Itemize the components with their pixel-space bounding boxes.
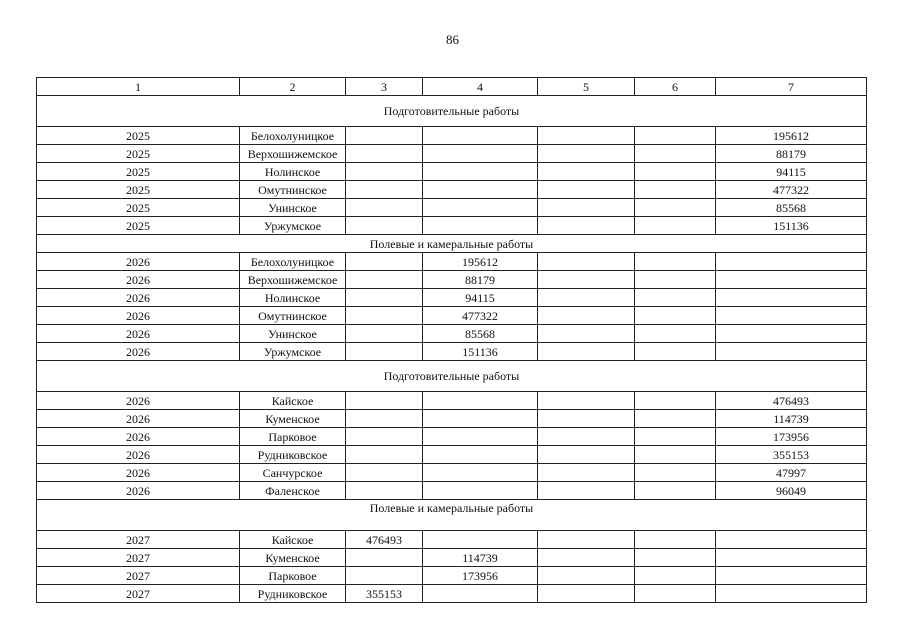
- table-cell: [538, 307, 635, 325]
- table-cell: 355153: [716, 446, 867, 464]
- table-cell: [346, 145, 423, 163]
- table-cell: [346, 271, 423, 289]
- table-cell: 2027: [37, 531, 240, 549]
- table-cell: 94115: [423, 289, 538, 307]
- section-title: Подготовительные работы: [37, 96, 867, 127]
- section-title: Подготовительные работы: [37, 361, 867, 392]
- table-cell: [423, 585, 538, 603]
- table-cell: 47997: [716, 464, 867, 482]
- table-cell: [346, 343, 423, 361]
- section-row: [37, 500, 867, 531]
- table-cell: [635, 307, 716, 325]
- table-cell: Уржумское: [240, 217, 346, 235]
- table-cell: [346, 127, 423, 145]
- table-cell: 477322: [423, 307, 538, 325]
- table-cell: Фаленское: [240, 482, 346, 500]
- table-cell: [423, 217, 538, 235]
- table-cell: [716, 325, 867, 343]
- table-cell: [635, 325, 716, 343]
- table-cell: [635, 271, 716, 289]
- table-cell: Нолинское: [240, 289, 346, 307]
- table-cell: [538, 531, 635, 549]
- table-cell: [423, 482, 538, 500]
- table-row: [37, 127, 867, 145]
- table-cell: [635, 163, 716, 181]
- table-cell: 2027: [37, 585, 240, 603]
- table-row: [37, 289, 867, 307]
- table-cell: [423, 145, 538, 163]
- table-cell: [538, 428, 635, 446]
- table-cell: Омутнинское: [240, 181, 346, 199]
- page-number: 86: [446, 32, 459, 47]
- table-cell: [635, 145, 716, 163]
- table-cell: [538, 199, 635, 217]
- column-header: 6: [635, 78, 716, 96]
- table-row: [37, 217, 867, 235]
- table-cell: [423, 392, 538, 410]
- table-cell: 114739: [716, 410, 867, 428]
- column-header: 3: [346, 78, 423, 96]
- table-row: [37, 482, 867, 500]
- table-cell: Уржумское: [240, 343, 346, 361]
- table-row: [37, 567, 867, 585]
- table-cell: [346, 482, 423, 500]
- table-cell: [635, 410, 716, 428]
- table-cell: 2026: [37, 428, 240, 446]
- table-cell: [716, 307, 867, 325]
- table-cell: [635, 549, 716, 567]
- column-header: 1: [37, 78, 240, 96]
- column-header: 7: [716, 78, 867, 96]
- table-cell: [635, 181, 716, 199]
- table-cell: [538, 271, 635, 289]
- table-cell: [346, 163, 423, 181]
- header-row: [37, 78, 867, 96]
- table-cell: Рудниковское: [240, 446, 346, 464]
- table-cell: 2026: [37, 325, 240, 343]
- table-cell: [538, 392, 635, 410]
- table-row: [37, 410, 867, 428]
- table-cell: 94115: [716, 163, 867, 181]
- table-cell: [346, 199, 423, 217]
- table-cell: [346, 410, 423, 428]
- table-cell: [635, 289, 716, 307]
- table-cell: [635, 253, 716, 271]
- table-cell: [716, 271, 867, 289]
- table-cell: 2025: [37, 127, 240, 145]
- table-cell: [635, 585, 716, 603]
- table-cell: 2026: [37, 446, 240, 464]
- table-cell: [346, 446, 423, 464]
- table-cell: [346, 464, 423, 482]
- table-cell: [635, 531, 716, 549]
- table-cell: [538, 464, 635, 482]
- table-cell: [538, 549, 635, 567]
- table-cell: Кайское: [240, 531, 346, 549]
- table-cell: [423, 163, 538, 181]
- table-cell: [635, 482, 716, 500]
- table-cell: [423, 428, 538, 446]
- table-cell: [635, 217, 716, 235]
- table-cell: 2026: [37, 392, 240, 410]
- table-cell: Нолинское: [240, 163, 346, 181]
- table-cell: 2026: [37, 271, 240, 289]
- column-header: 5: [538, 78, 635, 96]
- table-cell: [635, 567, 716, 585]
- section-title: Полевые и камеральные работы: [37, 235, 867, 253]
- table-cell: [423, 464, 538, 482]
- table-cell: [635, 392, 716, 410]
- section-row: [37, 361, 867, 392]
- table-cell: 2026: [37, 307, 240, 325]
- table-cell: [538, 289, 635, 307]
- table-cell: Верхошижемское: [240, 145, 346, 163]
- table-cell: [716, 289, 867, 307]
- table-cell: 2026: [37, 253, 240, 271]
- table-row: [37, 585, 867, 603]
- table-cell: [346, 289, 423, 307]
- table-cell: [635, 446, 716, 464]
- table-cell: 96049: [716, 482, 867, 500]
- table-cell: [346, 428, 423, 446]
- table-cell: [538, 145, 635, 163]
- table-cell: 2026: [37, 410, 240, 428]
- table-cell: [538, 127, 635, 145]
- table-cell: [346, 325, 423, 343]
- table-cell: 476493: [346, 531, 423, 549]
- table-cell: [716, 567, 867, 585]
- table-cell: Унинское: [240, 199, 346, 217]
- table-cell: [716, 253, 867, 271]
- table-cell: Омутнинское: [240, 307, 346, 325]
- table-row: [37, 253, 867, 271]
- table-cell: 477322: [716, 181, 867, 199]
- table-cell: [538, 343, 635, 361]
- data-table: [36, 77, 867, 603]
- table-row: [37, 271, 867, 289]
- table-cell: [346, 392, 423, 410]
- table-cell: 195612: [423, 253, 538, 271]
- table-cell: 2026: [37, 482, 240, 500]
- table-cell: 2025: [37, 199, 240, 217]
- table-row: [37, 199, 867, 217]
- table-cell: [423, 127, 538, 145]
- table-row: [37, 307, 867, 325]
- table-cell: Куменское: [240, 549, 346, 567]
- table-cell: Санчурское: [240, 464, 346, 482]
- table-cell: [423, 181, 538, 199]
- table-cell: [635, 428, 716, 446]
- table-cell: [538, 253, 635, 271]
- table-row: [37, 181, 867, 199]
- table-cell: [716, 531, 867, 549]
- table-cell: 2026: [37, 464, 240, 482]
- table-cell: [538, 482, 635, 500]
- table-cell: 88179: [423, 271, 538, 289]
- table-cell: [423, 410, 538, 428]
- table-cell: Белохолуницкое: [240, 253, 346, 271]
- table-cell: [538, 163, 635, 181]
- table-cell: [538, 181, 635, 199]
- column-header: 2: [240, 78, 346, 96]
- table-cell: 173956: [716, 428, 867, 446]
- table-cell: [635, 199, 716, 217]
- table-row: [37, 343, 867, 361]
- table-cell: 2025: [37, 181, 240, 199]
- table-cell: [538, 325, 635, 343]
- table-cell: 2025: [37, 217, 240, 235]
- table-cell: [635, 343, 716, 361]
- table-row: [37, 392, 867, 410]
- table-row: [37, 163, 867, 181]
- table-cell: 2027: [37, 567, 240, 585]
- table-cell: [346, 549, 423, 567]
- section-row: [37, 96, 867, 127]
- section-title: Полевые и камеральные работы: [37, 500, 867, 531]
- table-cell: Парковое: [240, 567, 346, 585]
- table-cell: [423, 199, 538, 217]
- table-cell: Куменское: [240, 410, 346, 428]
- table-cell: [538, 410, 635, 428]
- table-cell: [346, 217, 423, 235]
- table-cell: Белохолуницкое: [240, 127, 346, 145]
- table-cell: 88179: [716, 145, 867, 163]
- table-cell: Парковое: [240, 428, 346, 446]
- table-cell: 151136: [716, 217, 867, 235]
- table-cell: 2027: [37, 549, 240, 567]
- table-cell: [538, 217, 635, 235]
- table-cell: [716, 549, 867, 567]
- table-cell: 151136: [423, 343, 538, 361]
- table-cell: 85568: [716, 199, 867, 217]
- section-row: [37, 235, 867, 253]
- table-cell: 2026: [37, 289, 240, 307]
- table-cell: 476493: [716, 392, 867, 410]
- table-cell: Рудниковское: [240, 585, 346, 603]
- table-cell: [423, 531, 538, 549]
- table-row: [37, 531, 867, 549]
- table-cell: 2025: [37, 145, 240, 163]
- table-cell: [538, 446, 635, 464]
- table-cell: 355153: [346, 585, 423, 603]
- table-cell: [346, 307, 423, 325]
- table-row: [37, 428, 867, 446]
- table-row: [37, 446, 867, 464]
- table-cell: [423, 446, 538, 464]
- table-row: [37, 325, 867, 343]
- table-cell: [716, 585, 867, 603]
- table-cell: 173956: [423, 567, 538, 585]
- table-cell: Кайское: [240, 392, 346, 410]
- table-cell: [346, 253, 423, 271]
- table-cell: [346, 567, 423, 585]
- table-row: [37, 549, 867, 567]
- table-row: [37, 464, 867, 482]
- table-cell: 2025: [37, 163, 240, 181]
- table-cell: [716, 343, 867, 361]
- table-cell: [346, 181, 423, 199]
- table-cell: Унинское: [240, 325, 346, 343]
- column-header: 4: [423, 78, 538, 96]
- table-cell: [635, 127, 716, 145]
- table-cell: [538, 567, 635, 585]
- table-cell: 114739: [423, 549, 538, 567]
- table-cell: 195612: [716, 127, 867, 145]
- table-row: [37, 145, 867, 163]
- table-cell: 2026: [37, 343, 240, 361]
- table-cell: Верхошижемское: [240, 271, 346, 289]
- table-cell: 85568: [423, 325, 538, 343]
- table-cell: [635, 464, 716, 482]
- table-cell: [538, 585, 635, 603]
